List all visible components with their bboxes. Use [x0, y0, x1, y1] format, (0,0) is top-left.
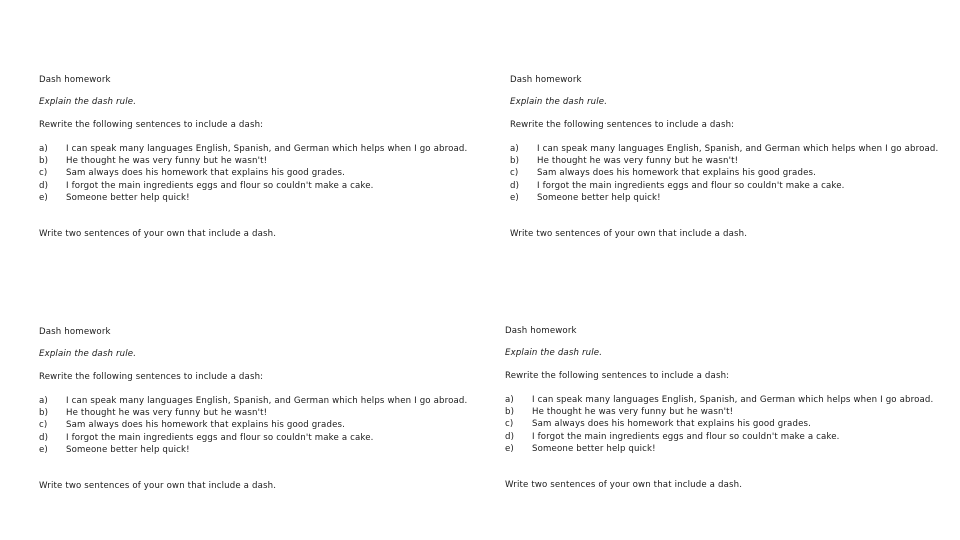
item-sentence: I forgot the main ingredients eggs and flour so couldn't make a cake. — [66, 180, 374, 191]
own-sentences-prompt: Write two sentences of your own that include a dash. — [505, 479, 743, 490]
homework-sheet-bottom-right — [505, 325, 945, 491]
item-letter: e) — [505, 443, 514, 454]
sheet-title: Dash homework — [39, 327, 111, 337]
homework-sheet-top-left — [39, 74, 479, 240]
explain-prompt: Explain the dash rule. — [39, 349, 137, 359]
sentence-list — [39, 143, 479, 204]
item-letter: e) — [510, 192, 519, 203]
item-sentence: I can speak many languages English, Spanish, and German which helps when I go abroad. — [532, 395, 934, 405]
item-sentence: Someone better help quick! — [66, 444, 190, 455]
item-sentence: Someone better help quick! — [66, 192, 190, 203]
list-item — [510, 167, 950, 179]
homework-sheet-bottom-left — [39, 326, 479, 492]
item-sentence: I can speak many languages English, Spanish, and German which helps when I go abroad. — [537, 144, 939, 154]
rewrite-instruction: Rewrite the following sentences to include a dash: — [39, 372, 264, 382]
rewrite-instruction: Rewrite the following sentences to include a dash: — [510, 120, 735, 130]
list-item — [39, 155, 479, 167]
item-letter: a) — [39, 396, 48, 406]
list-item — [510, 180, 950, 192]
list-item — [39, 180, 479, 192]
item-letter: e) — [39, 444, 48, 455]
list-item — [39, 419, 479, 431]
list-item — [505, 431, 945, 443]
list-item — [505, 394, 945, 406]
item-letter: b) — [510, 156, 520, 167]
sentence-list — [505, 394, 945, 455]
item-sentence: Sam always does his homework that explains his good grades. — [66, 420, 346, 431]
item-sentence: He thought he was very funny but he wasn't! — [66, 156, 268, 167]
item-letter: b) — [505, 407, 515, 418]
rewrite-instruction: Rewrite the following sentences to include a dash: — [505, 371, 730, 381]
list-item — [39, 192, 479, 204]
item-sentence: I can speak many languages English, Spanish, and German which helps when I go abroad. — [66, 396, 468, 406]
explain-prompt: Explain the dash rule. — [39, 97, 137, 107]
item-letter: c) — [505, 419, 514, 430]
item-letter: c) — [39, 420, 48, 431]
own-sentences-prompt: Write two sentences of your own that include a dash. — [39, 480, 277, 491]
item-sentence: I forgot the main ingredients eggs and flour so couldn't make a cake. — [537, 180, 845, 191]
item-letter: c) — [510, 168, 519, 179]
item-letter: d) — [39, 432, 49, 443]
item-sentence: He thought he was very funny but he wasn't! — [532, 407, 734, 418]
item-sentence: Sam always does his homework that explains his good grades. — [532, 419, 812, 430]
list-item — [505, 443, 945, 455]
homework-sheet-top-right — [510, 74, 950, 240]
item-sentence: I forgot the main ingredients eggs and flour so couldn't make a cake. — [66, 432, 374, 443]
explain-prompt: Explain the dash rule. — [510, 97, 608, 107]
item-sentence: He thought he was very funny but he wasn't! — [66, 408, 268, 419]
list-item — [39, 167, 479, 179]
list-item — [505, 406, 945, 418]
sheet-title: Dash homework — [505, 326, 577, 336]
item-letter: d) — [510, 180, 520, 191]
item-letter: a) — [510, 144, 519, 154]
item-letter: a) — [505, 395, 514, 405]
list-item — [39, 143, 479, 155]
item-letter: a) — [39, 144, 48, 154]
item-letter: d) — [39, 180, 49, 191]
list-item — [39, 407, 479, 419]
list-item — [505, 418, 945, 430]
item-sentence: Someone better help quick! — [537, 192, 661, 203]
rewrite-instruction: Rewrite the following sentences to include a dash: — [39, 120, 264, 130]
explain-prompt: Explain the dash rule. — [505, 348, 603, 358]
list-item — [510, 192, 950, 204]
sheet-title: Dash homework — [39, 75, 111, 85]
item-sentence: I can speak many languages English, Spanish, and German which helps when I go abroad. — [66, 144, 468, 154]
own-sentences-prompt: Write two sentences of your own that include a dash. — [510, 228, 748, 239]
list-item — [39, 432, 479, 444]
list-item — [39, 395, 479, 407]
sentence-list — [510, 143, 950, 204]
item-sentence: Sam always does his homework that explains his good grades. — [66, 168, 346, 179]
item-sentence: He thought he was very funny but he wasn't! — [537, 156, 739, 167]
item-sentence: I forgot the main ingredients eggs and flour so couldn't make a cake. — [532, 431, 840, 442]
item-letter: e) — [39, 192, 48, 203]
sentence-list — [39, 395, 479, 456]
item-letter: c) — [39, 168, 48, 179]
list-item — [510, 143, 950, 155]
own-sentences-prompt: Write two sentences of your own that include a dash. — [39, 228, 277, 239]
item-letter: b) — [39, 156, 49, 167]
item-letter: b) — [39, 408, 49, 419]
list-item — [39, 444, 479, 456]
item-sentence: Someone better help quick! — [532, 443, 656, 454]
item-sentence: Sam always does his homework that explains his good grades. — [537, 168, 817, 179]
sheet-title: Dash homework — [510, 75, 582, 85]
list-item — [510, 155, 950, 167]
item-letter: d) — [505, 431, 515, 442]
